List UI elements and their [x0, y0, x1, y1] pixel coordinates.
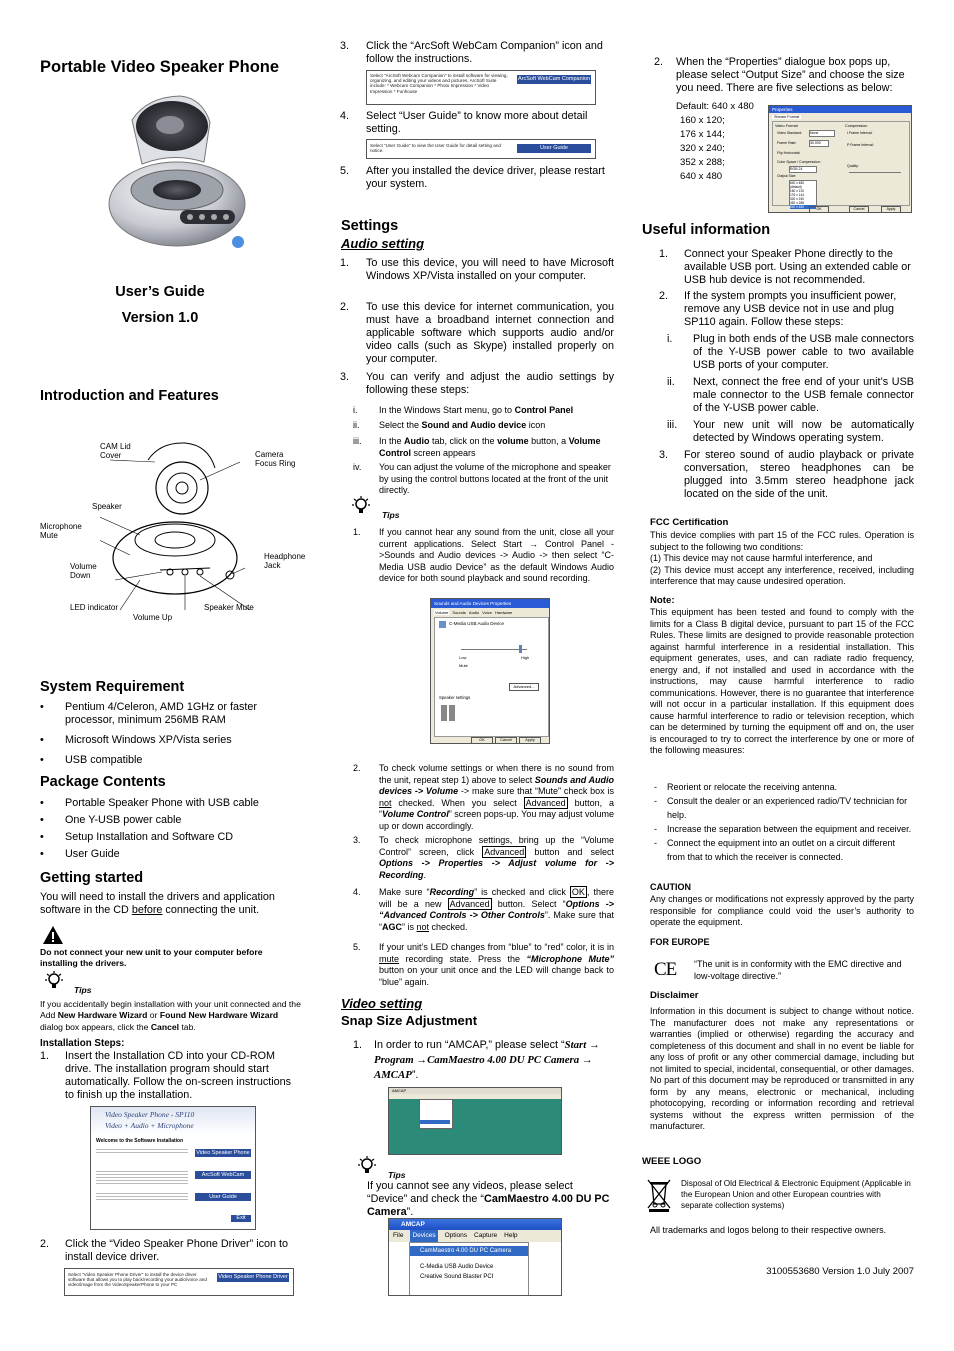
- arcsoft-button[interactable]: ArcSoft WebCam Companion: [195, 1171, 251, 1179]
- product-photo: [92, 92, 262, 257]
- devices-dropdown: [409, 1242, 529, 1296]
- dialog-tabs: [434, 610, 512, 615]
- menu-file[interactable]: File: [393, 1232, 404, 1239]
- device-name: C-Media USB Audio Device: [449, 621, 505, 626]
- label-camera-focus: Camera Focus Ring: [255, 450, 296, 468]
- tab-stream-format[interactable]: Stream Format: [774, 115, 800, 119]
- list-item: • Setup Installation and Software CD: [40, 831, 234, 843]
- tab-voice[interactable]: Voice: [482, 610, 492, 615]
- arcsoft-screenshot: Select "ArcSoft Webcam Companion" to install software for viewing, organizing, and editing your videos and pictures. ArcSoft Suite include: * Webcam Companion * Photo Impression * Video Impression * Funhouse ArcSoft WebCam Companion: [366, 70, 596, 105]
- useful-item-2: 2. If the system prompts you insufficient power, remove any USB device not in use and plug SP110 again. Follow these steps:: [659, 290, 897, 328]
- volume-slider[interactable]: [461, 649, 527, 650]
- useful-step-iii: iii. Your new unit will now be automatically detected by Windows operating system.: [667, 419, 914, 444]
- list-item: • User Guide: [40, 848, 120, 860]
- list-item: • Microsoft Windows XP/Vista series: [40, 734, 232, 746]
- tip-1: 1. If you cannot hear any sound from the unit, close all your current applications. Select Start → Control Panel ->Sounds and Audio devices -> Audio -> then select “C-Media USB audio Device” as the default Windows Audio device for both sound playback and sound recording.: [353, 527, 614, 583]
- properties-title: Properties: [769, 106, 912, 113]
- tips-label-2: Tips: [382, 510, 400, 520]
- install-heading: Installation Steps:: [40, 1038, 125, 1049]
- video-step-1: 1. In order to run “AMCAP,” please select “Start → Program →CamMaestro 4.00 DU PC Camera → AMCAP”.: [353, 1039, 600, 1081]
- properties-cancel-button[interactable]: Cancel: [849, 206, 869, 213]
- tips-label: Tips: [74, 985, 92, 995]
- user-guide-button-2[interactable]: User Guide: [517, 144, 591, 153]
- measures-list: [652, 780, 914, 864]
- tab-sounds[interactable]: Sounds: [452, 610, 466, 615]
- warning-icon: [42, 925, 64, 945]
- menu-devices[interactable]: Devices: [410, 1230, 437, 1242]
- tips-label-3: Tips: [388, 1170, 406, 1180]
- weee-text: Disposal of Old Electrical & Electronic Equipment (Applicable in the European Union and other European countries with separate collection systems): [681, 1179, 911, 1210]
- install-step-1: 1. Insert the Installation CD into your CD-ROM drive. The installation program should start automatically. Follow the on-screen instructions to finish up the installation.: [40, 1050, 292, 1101]
- dialog-title: Sounds and Audio Devices Properties: [431, 599, 550, 608]
- weee-bin-icon: [646, 1178, 672, 1212]
- label-volume-up: Volume Up: [133, 613, 173, 622]
- slider-thumb[interactable]: [519, 645, 522, 653]
- tip-4: 4. Make sure “Recording” is checked and click OK , there will be a new Advanced button. Select “Options -> “Advanced Controls -> Other Controls”. Make sure that “AGC” is not checked.: [353, 887, 615, 932]
- arcsoft-button-2[interactable]: ArcSoft WebCam Companion: [517, 76, 591, 82]
- label-speaker: Speaker: [92, 502, 122, 511]
- speaker-settings-label: Speaker settings: [439, 695, 471, 700]
- menu-capture[interactable]: Capture: [474, 1232, 498, 1239]
- useful-item-1: 1. Connect your Speaker Phone directly to the available USB port. Using an extended cable or USB hub device is not recommended.: [659, 248, 911, 286]
- cancel-button[interactable]: Cancel: [495, 737, 517, 744]
- sysreq-heading: System Requirement: [40, 679, 185, 695]
- size-list: [676, 100, 754, 184]
- list-item: - Consult the dealer or an experienced radio/TV technician for help.: [654, 796, 908, 820]
- ok-button[interactable]: OK: [471, 737, 493, 744]
- amcap-menubar: [389, 1094, 562, 1099]
- getting-started-text: You will need to install the drivers and application software in the CD before connecting the unit.: [40, 891, 275, 916]
- audio-item-1: 1. To use this device, you will need to have Microsoft Windows XP/Vista installed on your computer.: [340, 257, 614, 282]
- install-step-4: 4. Select “User Guide” to know more about detail setting.: [340, 110, 588, 135]
- label-cam-lid: CAM Lid Cover: [100, 442, 131, 460]
- amcap-menu: [419, 1099, 453, 1129]
- menu-help[interactable]: Help: [504, 1232, 518, 1239]
- user-guide-button[interactable]: User Guide: [195, 1193, 251, 1201]
- getting-started-heading: Getting started: [40, 870, 144, 886]
- europe-heading: FOR EUROPE: [650, 937, 710, 947]
- advanced-button[interactable]: Advanced...: [509, 683, 539, 691]
- amcap-title: AMCAP: [389, 1088, 562, 1094]
- menu-item-cammaestro[interactable]: CamMaestro 4.00 DU PC Camera: [410, 1246, 528, 1256]
- label-led: LED indicator: [70, 603, 119, 612]
- default-size: Default: 640 x 480: [676, 101, 754, 112]
- ce-mark-icon: CE: [654, 959, 677, 980]
- intro-heading: Introduction and Features: [40, 388, 219, 404]
- amcap-screenshot-2: [388, 1218, 562, 1296]
- lightbulb-icon: [350, 495, 372, 515]
- fcc-text: This device complies with part 15 of the FCC rules. Operation is subject to the following two conditions: (1) This device may not cause harmful interference, and (2) This device must accept any interference, received, including interference that may cause undesired operation.: [650, 530, 914, 586]
- audio-step-iii: iii. In the Audio tab, click on the volume button, a Volume Control screen appears: [353, 436, 601, 458]
- properties-ok-button[interactable]: OK: [809, 206, 829, 213]
- guide-title: User’s Guide: [115, 284, 205, 300]
- tab-hardware[interactable]: Hardware: [494, 610, 513, 615]
- color-space-select[interactable]: RGB 24: [789, 166, 817, 173]
- size-item: 352 x 288;: [680, 157, 725, 168]
- amcap-menubar-2: [389, 1230, 562, 1242]
- tab-audio[interactable]: Audio: [468, 610, 480, 615]
- sound-dialog-screenshot: Sounds and Audio Devices Properties Volume Sounds Audio Voice Hardware C-Media USB Audio Device Low High Mute Advanced... Speaker settings OK Cancel Apply: [430, 598, 550, 744]
- driver-button-2[interactable]: Video Speaker Phone Driver: [218, 1274, 288, 1280]
- note-text: This equipment has been tested and found to comply with the limits for a Class B digital device, pursuant to part 15 of the FCC Rules. These limits are designed to provide reasonable protection against harmful interference in a residential installation. This equipment generates, uses, and can radiate radio frequency, energy and, if not installed and used in accordance with the instructions, may cause harmful interference to radio communications. However, there is no guarantee that interference will not occur in a particular installation. If this equipment does cause harmful interference to radio or television reception, which can be determined by turning the equipment off and on, the user is encouraged to try to correct the interference by one or more of the following measures:: [650, 607, 914, 755]
- mute-checkbox[interactable]: Mute: [459, 663, 468, 668]
- label-speaker-mute: Speaker Mute: [204, 603, 254, 612]
- package-list: [40, 797, 302, 861]
- list-item: • One Y-USB power cable: [40, 814, 182, 826]
- fcc-heading: FCC Certification: [650, 517, 729, 528]
- driver-button[interactable]: Video Speaker Phone Driver: [196, 1150, 250, 1164]
- exit-button[interactable]: Exit: [231, 1215, 251, 1222]
- device-drawing: [100, 440, 250, 610]
- list-item: • Pentium 4/Celeron, AMD 1GHz or faster processor, minimum 256MB RAM: [40, 701, 258, 726]
- disclaimer-heading: Disclaimer: [650, 990, 699, 1001]
- caution-text: Any changes or modifications not expressly approved by the party responsible for compliance could void the user’s authority to operate the equipment.: [650, 894, 914, 927]
- tip-2: 2. To check volume settings or when there is no sound from the unit, repeat step 1) above to select Sounds and Audio devices -> Volume -> make sure that “Mute” check box is not checked. When you select Advanced button, a “Volume Control” screen pops-up. You may adjust volume up or down accordingly.: [353, 763, 615, 831]
- package-heading: Package Contents: [40, 774, 166, 790]
- useful-step-i: i. Plug in both ends of the USB male connectors of the Y-USB power cable to two available USB ports of your computer.: [667, 333, 914, 371]
- install-step-5: 5. After you installed the device driver, please restart your system.: [340, 165, 605, 190]
- size-item: 176 x 144;: [680, 129, 725, 140]
- speaker-icon: [439, 621, 446, 628]
- sysreq-list: [40, 701, 302, 767]
- doc-title: Portable Video Speaker Phone: [40, 58, 280, 76]
- size-item: 640 x 480: [680, 171, 723, 182]
- video-heading: Video setting: [341, 996, 423, 1011]
- lightbulb-icon: [356, 1155, 378, 1175]
- useful-step-ii: ii. Next, connect the free end of your unit’s USB male connector to the USB female connector of the Y-USB power cable.: [667, 376, 914, 414]
- audio-step-iv: iv. You can adjust the volume of the microphone and speaker by using the control buttons located at the front of the unit directly.: [353, 462, 611, 495]
- frame-rate-input[interactable]: 30.000: [809, 140, 829, 147]
- tip-5: 5. If your unit’s LED changes from “blue” to “red” color, it is in mute recording state. Press the “Microphone Mute” button on your unit once and the LED will change back to “blue” again.: [353, 942, 614, 987]
- europe-text: “The unit is in conformity with the EMC directive and low-voltage directive.”: [694, 959, 902, 981]
- version-title: Version 1.0: [121, 310, 199, 326]
- install-step-3: 3. Click the “ArcSoft WebCam Companion” icon and follow the instructions.: [340, 40, 603, 65]
- menu-item-cmedia[interactable]: C-Media USB Audio Device: [420, 1264, 494, 1270]
- quality-slider[interactable]: [849, 172, 901, 173]
- disclaimer-text: Information in this document is subject to change without notice. The manufacturer does not make any representations or warranties (implied or otherwise) regarding the accuracy and completeness of this document and shall in no event be liable for any loss of profit or any other commercial damage, including but not limited to special, incidental, consequential, or other damages. No part of this document may be reproduced or transmitted in any form by any means, electronic or mechanical, including photocopying, recording or information recording and retrieval systems without the express written permission of the manufacturer.: [650, 1006, 914, 1131]
- trademark-text: All trademarks and logos belong to their respective owners.: [650, 1225, 887, 1235]
- footer-version: 3100553680 Version 1.0 July 2007: [766, 1266, 914, 1277]
- useful-heading: Useful information: [642, 222, 771, 238]
- output-size-list[interactable]: 640 x 480 (default) 160 x 120 176 x 144 320 x 240 352 x 288 640 x 480: [789, 180, 817, 206]
- list-item: • USB compatible: [40, 754, 143, 766]
- audio-heading: Audio setting: [341, 236, 425, 251]
- tip-3: 3. To check microphone settings, bring up the “Volume Control” screen, click Advanced button and select Options -> Properties -> Adjust volume for -> Recording.: [353, 835, 614, 880]
- audio-item-3: 3. You can verify and adjust the audio settings by following these steps:: [340, 371, 614, 396]
- lightbulb-icon: [44, 970, 64, 990]
- userguide-screenshot: Select "User Guide" to view the User Guide for detail setting and notice. User Guide: [366, 139, 596, 159]
- installer-screenshot: [90, 1106, 256, 1230]
- caution-heading: CAUTION: [650, 882, 691, 892]
- installer-subtitle: Video + Audio + Microphone: [105, 1121, 194, 1130]
- video-standard-select[interactable]: None: [809, 130, 835, 137]
- list-item: - Reorient or relocate the receiving antenna.: [654, 782, 838, 792]
- audio-step-ii: ii. Select the Sound and Audio device icon: [353, 420, 546, 430]
- list-item: - Connect the equipment into an outlet on a circuit different from that to which the receiver is connected.: [654, 838, 895, 862]
- features-diagram: [40, 430, 306, 630]
- tips-text: If you accidentally begin installation with your unit connected and the Add New Hardware Wizard or Found New Hardware Wizard dialog box appears, click the Cancel tab.: [40, 999, 301, 1032]
- driver-screenshot: Select "Video Speaker Phone Driver" to install the device driver software that allows you to play back/recording your audio/voice and video/image from the VideoSpeakerPhone to your PC Video Speaker Phone Driver: [64, 1268, 294, 1296]
- properties-dialog-screenshot: Properties Stream Format Video Format Video Standard: None Frame Rate: 30.000 Flip Horizontal: Color Space / Compression: RGB 24 Output Size: 640 x 480 (default) 160 x 120 176 x 144 320 x 240 352 x 288 640 x 480 Compression I Frame Interval: P Frame Interval: Quality: OK Cancel Apply: [768, 105, 912, 213]
- amcap-screenshot-1: [388, 1087, 562, 1155]
- label-volume-down: Volume Down: [70, 562, 97, 580]
- useful-item-3: 3. For stereo sound of audio playback or private conversation, stereo headphones can be plugged into 3.5mm stereo headphone jack located on the side of the unit.: [659, 449, 914, 500]
- label-headphone: Headphone Jack: [264, 552, 306, 570]
- installer-title: Video Speaker Phone - SP110: [105, 1110, 195, 1119]
- warning-text: Do not connect your new unit to your computer before installing the drivers.: [40, 947, 263, 969]
- label-mic-mute: Microphone Mute: [40, 522, 82, 540]
- amcap-title-2: AMCAP: [389, 1219, 562, 1230]
- snap-heading: Snap Size Adjustment: [341, 1013, 478, 1028]
- menu-options[interactable]: Options: [444, 1232, 468, 1239]
- size-item: 160 x 120;: [680, 115, 725, 126]
- video-tip: If you cannot see any videos, please select “Device” and check the “CamMaestro 4.00 DU PC Camera”.: [367, 1180, 610, 1218]
- apply-button[interactable]: Apply: [519, 737, 541, 744]
- audio-item-2: 2. To use this device for internet communication, you must have a broadband internet connection and applicable software which supports audio and/or video calls (such as Skype) installed properly on your computer.: [340, 301, 614, 365]
- properties-apply-button[interactable]: Apply: [881, 206, 901, 213]
- tab-volume[interactable]: Volume: [435, 610, 449, 615]
- note-heading: Note:: [650, 595, 675, 606]
- menu-item-creative[interactable]: Creative Sound Blaster PCI: [420, 1274, 494, 1280]
- weee-heading: WEEE LOGO: [642, 1156, 702, 1167]
- list-item: • Portable Speaker Phone with USB cable: [40, 797, 259, 809]
- list-item: - Increase the separation between the equipment and receiver.: [654, 824, 912, 834]
- settings-heading: Settings: [341, 218, 399, 234]
- installer-welcome: Welcome to the Software Installation: [96, 1138, 184, 1144]
- video-step-2: 2. When the “Properties” dialogue box pops up, please select “Output Size” and choose the size you need. There are five selections as below:: [654, 56, 905, 94]
- install-step-2: 2. Click the “Video Speaker Phone Driver” icon to install device driver.: [40, 1238, 289, 1263]
- size-item: 320 x 240;: [680, 143, 725, 154]
- audio-step-i: i. In the Windows Start menu, go to Control Panel: [353, 405, 574, 415]
